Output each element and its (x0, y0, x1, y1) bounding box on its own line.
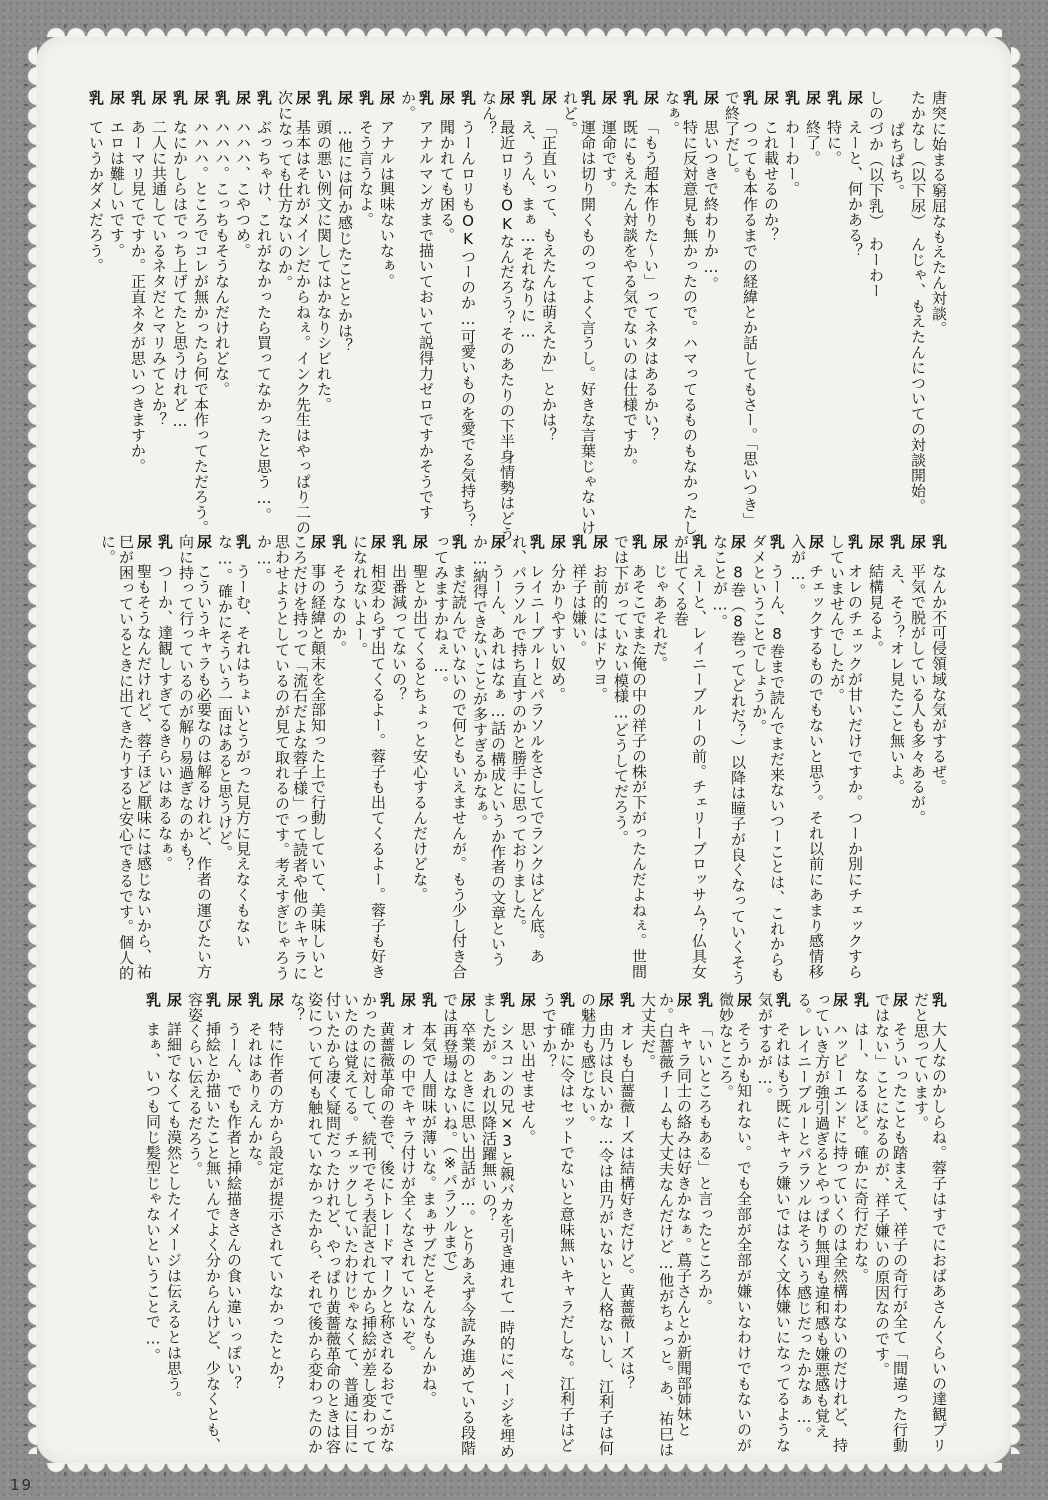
dialogue-utterance (795, 992, 849, 1460)
utterance-text: 基本はそれがメインだからねぇ。インク先生はやっぱり二の次になっても仕方ないのか。 (276, 90, 312, 536)
utterance-text: エロは難しいです。 (108, 119, 126, 259)
utterance-text: なにかしらはでっち上げてたと思うけれど… (171, 119, 189, 431)
utterance-text: それはもう既にキャラ嫌いではなく文体嫌いになってるような気がするが…。 (756, 992, 792, 1453)
utterance-text: 由乃は良いかな…令は由乃がいないと人格ないし、江利子は何の魅力も感じない。 (579, 992, 615, 1456)
utterance-text: 大人なのかしらね。蓉子はすでにおばあさんくらいの達観プリだと思っています。 (912, 992, 948, 1453)
speaker-marker: 尿 (234, 90, 252, 106)
utterance-text: 特に。 (825, 119, 843, 166)
speaker-marker: 乳 (234, 534, 252, 550)
speaker-marker: 乳 (618, 992, 636, 1008)
speaker-marker: 尿 (642, 90, 660, 106)
utterance-text: 聖とか出てくるとちょっと安心するんだけどな。 (411, 563, 429, 903)
dialogue-utterance (459, 90, 477, 542)
utterance-text: しのづか（以下乳） わーわー (867, 90, 885, 299)
speaker-marker: 乳 (330, 534, 348, 550)
dialogue-utterance (519, 90, 537, 542)
speaker-marker: 尿 (600, 90, 618, 106)
dialogue-utterance (438, 90, 456, 542)
dialogue-utterance (756, 992, 792, 1460)
dialogue-utterance (150, 90, 168, 542)
utterance-text: 頭の悪い例文に関してはかなりシビれた。 (315, 119, 333, 413)
dialogue-utterance (621, 90, 639, 542)
dialogue-utterance (246, 992, 264, 1460)
dialogue-utterance (783, 90, 801, 542)
dialogue-utterance (255, 534, 327, 986)
speaker-marker: 尿 (519, 992, 537, 1008)
utterance-text: こういうキャラも必要なのは解るけれど、作者の運びたい方向に持って行っているのが解り易過ぎなのかも？ (177, 534, 213, 980)
utterance-text: 聖もそうなんだけれど、蓉子ほど厭味には感じないから、祐巳が困っているときに出てきたりすると安心できるです。個人的に。 (99, 534, 153, 981)
speaker-marker: 尿 (438, 90, 456, 106)
utterance-text: ハハハ。こっちもそうなんだけれどな。 (213, 119, 231, 397)
dialogue-utterance (390, 534, 408, 986)
speaker-marker: 尿 (225, 992, 243, 1008)
dialogue-utterance (432, 534, 468, 986)
dialogue-utterance (846, 90, 864, 542)
speaker-marker: 乳 (852, 992, 870, 1008)
speaker-marker: 乳 (459, 90, 477, 106)
utterance-text: そうなのか。 (330, 563, 348, 656)
speaker-marker: 尿 (762, 90, 780, 106)
dialogue-utterance (186, 992, 222, 1460)
dialogue-utterance (591, 534, 609, 986)
speaker-marker: 尿 (399, 992, 417, 1008)
dialogue-utterance (315, 90, 333, 542)
dialogue-utterance (216, 534, 252, 986)
utterance-text: 「いいところもある」と言ったところか。 (696, 1021, 714, 1315)
dialogue-utterance (177, 534, 213, 986)
utterance-text: キャラ同士の絡みは好きかなぁ。蔦子さんとか新聞部姉妹とか。白薔薇チームも大丈夫なんだけど…他がちょっと。あ、祐巳は大丈夫だ。 (639, 992, 693, 1457)
dialogue-utterance (930, 90, 948, 542)
speaker-marker: 乳 (498, 992, 516, 1008)
utterance-text: うーむ、それはちょいとうがった見方に見えなくもないな…。確かにそういう一面はあると思うけど。 (216, 534, 252, 949)
utterance-text: 特に作者の方から設定が提示されていなかったとか？ (267, 1021, 285, 1392)
utterance-text: シスコンの兄×3と親バカを引き連れて一時的にページを埋めましたが。あれ以降活躍無いの？ (480, 992, 516, 1459)
lace-border-right (1011, 46, 1027, 1454)
utterance-text: そうかも知れない。でも全部が全部が嫌いなわけでもないのが微妙なところ。 (717, 992, 753, 1453)
dialogue-utterance (351, 534, 387, 986)
speaker-marker: 尿 (804, 90, 822, 106)
speaker-marker: 乳 (825, 90, 843, 106)
dialogue-utterance (87, 90, 105, 542)
speaker-marker: 尿 (195, 534, 213, 550)
utterance-text: 二人に共通しているネタだとマリみてとか？ (150, 119, 168, 428)
speaker-marker: 乳 (390, 534, 408, 550)
utterance-text: まぁ、いつも同じ髪型じゃないということで…。 (144, 1021, 162, 1364)
speaker-marker: 尿 (540, 90, 558, 106)
dialogue-utterance (570, 534, 588, 986)
utterance-text: 運命は切り開くものってよく言うし。好きな言葉じゃないけれど。 (561, 90, 597, 536)
dialogue-utterance (909, 90, 927, 542)
speaker-marker: 乳 (171, 90, 189, 106)
dialogue-utterance (828, 534, 864, 986)
speaker-marker: 乳 (768, 534, 786, 550)
dialogue-utterance (804, 90, 822, 542)
utterance-text: 挿絵とか描いたこと無いんでよく分からんけど、少なくとも、容姿くらい伝えるだろう。 (186, 992, 222, 1453)
utterance-text: 聞かれても困る。 (438, 119, 456, 243)
dialogue-utterance (480, 90, 516, 542)
speaker-marker: 尿 (489, 534, 507, 550)
speaker-marker: 乳 (519, 90, 537, 106)
utterance-text: 最近ロリもOKなんだろう？そのあたりの下半身情勢はどうなん？ (480, 90, 516, 542)
dialogue-utterance (99, 534, 153, 986)
dialogue-utterance (867, 90, 885, 542)
dialogue-utterance (519, 992, 537, 1460)
speaker-marker: 乳 (558, 992, 576, 1008)
speaker-marker: 乳 (420, 992, 438, 1008)
dialogue-utterance (930, 534, 948, 986)
utterance-text: ハハハ、こやつめ。 (234, 119, 252, 259)
speaker-marker: 乳 (528, 534, 546, 550)
dialogue-utterance (618, 992, 636, 1460)
dialogue-utterance (165, 992, 183, 1460)
utterance-text: じゃあそれだ。 (651, 563, 669, 672)
dialogue-utterance (561, 90, 597, 542)
speaker-marker: 乳 (129, 90, 147, 106)
utterance-text: …他には何か感じたこととかは？ (336, 119, 354, 354)
speaker-marker: 尿 (369, 534, 387, 550)
utterance-text: ハッピーエンドに持っていくのは全然構わないのだけれど、持っていき方が強引過ぎるとやっぱり無理も違和感も嫌悪感も覚える。レイニーブルーとパラソルはそういう感じだったかなぁ…。 (795, 992, 849, 1453)
speaker-marker: 尿 (135, 534, 153, 550)
speaker-marker: 尿 (867, 534, 885, 550)
utterance-text: チェックするものでもないと思う。それ以前にあまり感情移入が…。 (789, 534, 825, 980)
dialogue-utterance (171, 90, 189, 542)
speaker-marker: 尿 (735, 992, 753, 1008)
speaker-marker: 乳 (774, 992, 792, 1008)
utterance-text: ぶっちゃけ、これがなかったら買ってなかったと思う…。 (255, 119, 273, 523)
speaker-marker: 乳 (690, 534, 708, 550)
dialogue-utterance (378, 90, 396, 542)
utterance-text: そういったことも踏まえて、祥子の奇行が全て「間違った行動ではない」ことになるのが、祥子嫌いの原因なのです。 (873, 992, 909, 1453)
dialogue-utterance (129, 90, 147, 542)
dialogue-utterance (108, 90, 126, 542)
dialogue-utterance (789, 534, 825, 986)
utterance-text: 事の経緯と顛末を全部知った上で行動していて、美味しいところだけを持って「流石だよな蓉子様」って読者や他のキャラに思わせようとしているのが見て取れるのです。考えすぎじゃろうか…。 (255, 534, 327, 981)
speaker-marker: 乳 (357, 90, 375, 106)
utterance-text: はー、なるほど。確かに奇行だわな。 (852, 1021, 870, 1284)
utterance-text: 「もう超本作りた～い」ってネタはあるかい？ (642, 119, 660, 443)
dialogue-utterance (540, 90, 558, 542)
speaker-marker: 尿 (108, 90, 126, 106)
speaker-marker: 乳 (255, 90, 273, 106)
speaker-marker: 尿 (846, 90, 864, 106)
speaker-marker: 乳 (204, 992, 222, 1008)
speaker-marker: 尿 (549, 534, 567, 550)
dialogue-utterance (867, 534, 885, 986)
speaker-marker: 乳 (246, 992, 264, 1008)
utterance-text: アナルは興味ないなぁ。 (378, 119, 396, 289)
dialogue-utterance (234, 90, 252, 542)
dialogue-utterance (213, 90, 231, 542)
speaker-marker: 乳 (681, 90, 699, 106)
dialogue-utterance (549, 534, 567, 986)
utterance-text: 分かりやすい奴め。 (549, 563, 567, 703)
speaker-marker: 乳 (741, 90, 759, 106)
speaker-marker: 尿 (675, 992, 693, 1008)
utterance-text: 確かに令はセットでないと意味無いキャラだしな。江利子はどうですか？ (540, 992, 576, 1453)
utterance-text: 特に反対意見も無かったので。ハマってるものもなかったしなぁ。 (663, 90, 699, 536)
utterance-text: あそこでまた俺の中の祥子の株が下がったんだよねぇ。世間では下がっていない模様…どうしてだろう。 (612, 534, 648, 980)
dialogue-band-top (60, 90, 948, 542)
dialogue-utterance (336, 90, 354, 542)
page-number: 19 (10, 1476, 34, 1494)
utterance-text: 既にもえたん対談をやる気でないのは仕様ですか。 (621, 119, 639, 474)
speaker-marker: 乳 (213, 90, 231, 106)
dialogue-utterance (411, 534, 429, 986)
dialogue-utterance (420, 992, 438, 1460)
dialogue-utterance (540, 992, 576, 1460)
utterance-text: えーと、何かある？ (846, 119, 864, 259)
dialogue-utterance (642, 90, 660, 542)
dialogue-utterance (873, 992, 909, 1460)
dialogue-utterance (510, 534, 546, 986)
speaker-marker: 尿 (597, 992, 615, 1008)
utterance-text: え、うん、まぁ…それなりに… (519, 119, 537, 342)
speaker-marker: 乳 (315, 90, 333, 106)
utterance-text: 8巻（8巻ってどれだ？）以降は瞳子が良くなっていくそうなことが…。 (711, 534, 747, 986)
speaker-marker: 乳 (783, 90, 801, 106)
dialogue-utterance (156, 534, 174, 986)
dialogue-utterance (639, 992, 693, 1460)
speaker-marker: 尿 (192, 90, 210, 106)
utterance-text: ていうかダメだろう。 (87, 119, 105, 274)
utterance-text: アナルマンガまで描いておいて説得力ゼロですかそうですか。 (399, 90, 435, 520)
speaker-marker: 尿 (729, 534, 747, 550)
speaker-marker: 乳 (144, 992, 162, 1008)
utterance-text: つーか、達観しすぎてるきらいはあるなぁ。 (156, 563, 174, 872)
dialogue-band-middle (58, 534, 948, 986)
dialogue-utterance (288, 992, 396, 1460)
dialogue-utterance (330, 534, 348, 986)
dialogue-utterance (825, 90, 843, 542)
speaker-marker: 尿 (150, 90, 168, 106)
utterance-text: 詳細でなくても漠然としたイメージは伝えるとは思う。 (165, 1021, 183, 1407)
dialogue-utterance (471, 534, 507, 986)
speaker-marker: 尿 (459, 992, 477, 1008)
utterance-text: 思い出せません。 (519, 1021, 537, 1145)
dialogue-utterance (672, 534, 708, 986)
speaker-marker: 尿 (807, 534, 825, 550)
dialogue-utterance (144, 992, 162, 1460)
dialogue-utterance (612, 534, 648, 986)
dialogue-utterance (750, 534, 786, 986)
speaker-marker: 尿 (336, 90, 354, 106)
dialogue-utterance (600, 90, 618, 542)
lace-border-top (46, 21, 1002, 37)
dialogue-utterance (717, 992, 753, 1460)
dialogue-utterance (441, 992, 477, 1460)
speaker-marker: 乳 (579, 90, 597, 106)
dialogue-utterance (651, 534, 669, 986)
speaker-marker: 乳 (87, 90, 105, 106)
speaker-marker: 尿 (909, 534, 927, 550)
utterance-text: 出番減ってないの？ (390, 563, 408, 703)
utterance-text: これ載せるのか？ (762, 119, 780, 243)
utterance-text: ハハハ。ところでコレが無かったら何で本作ってただろう。 (192, 119, 210, 536)
dialogue-utterance (888, 90, 906, 542)
utterance-text: オレも白薔薇ーズは結構好きだけど。黄薔薇ーズは？ (618, 1021, 636, 1392)
speaker-marker: 尿 (309, 534, 327, 550)
dialogue-utterance (723, 90, 759, 542)
utterance-text: 卒業のときに思い出話が…。とりあえず今読み進めている段階では再登場はないね。（※パラソルまで） (441, 992, 477, 1456)
dialogue-utterance (888, 534, 906, 986)
utterance-text: うーん、8巻まで読んでまだ来ないつーことは、これからもダメということでしょうか。 (750, 534, 786, 983)
speaker-marker: 乳 (930, 992, 948, 1008)
lace-border-bottom (46, 1463, 1002, 1479)
speaker-marker: 尿 (165, 992, 183, 1008)
utterance-text: お前的にはドウヨ。 (591, 563, 609, 703)
speaker-marker: 乳 (570, 534, 588, 550)
speaker-marker: 乳 (888, 534, 906, 550)
utterance-text: 相変わらず出てくるよー。蓉子も出てくるよー。蓉子も好きになれないよー。 (351, 534, 387, 980)
utterance-text: まだ読んでいないので何ともいえませんが。もう少し付き合ってみますかねぇ…。 (432, 534, 468, 980)
speaker-marker: 尿 (831, 992, 849, 1008)
speaker-marker: 尿 (702, 90, 720, 106)
dialogue-utterance (711, 534, 747, 986)
dialogue-utterance (663, 90, 699, 542)
utterance-text: ぱちぱち。 (888, 122, 906, 199)
lace-border-left (21, 46, 37, 1454)
speaker-marker: 乳 (846, 534, 864, 550)
dialogue-utterance (696, 992, 714, 1460)
utterance-text: 平気で脱がしている人も多々あるが。 (909, 563, 927, 826)
utterance-text: 思いつきで終わりか…。 (702, 119, 720, 292)
dialogue-utterance (852, 992, 870, 1460)
utterance-text: そう言うなよ。 (357, 119, 375, 228)
utterance-text: あーマリ見てですか。正直ネタが思いつきますか。 (129, 119, 147, 474)
speaker-marker: 乳 (696, 992, 714, 1008)
speaker-marker: 乳 (930, 534, 948, 550)
speaker-marker: 尿 (294, 90, 312, 106)
utterance-text: オレのチェックが甘いだけですか。つーか別にチェックすらしていませんでしたが。 (828, 534, 864, 980)
dialogue-utterance (909, 534, 927, 986)
utterance-text: 運命です。 (600, 119, 618, 197)
dialogue-utterance (276, 90, 312, 542)
speaker-marker: 尿 (378, 90, 396, 106)
speaker-marker: 尿 (498, 90, 516, 106)
utterance-text: 本気で人間味が薄いな。まぁサブだとそんなもんかね。 (420, 1021, 438, 1407)
dialogue-utterance (579, 992, 615, 1460)
utterance-text: えーと、レイニーブルーの前。チェリーブロッサム？仏具女が出てくる巻 (672, 534, 708, 980)
dialogue-utterance (762, 90, 780, 542)
utterance-text: うーん、でも作者と挿絵描きさんの食い違いっぽい？ (225, 1021, 243, 1392)
speaker-marker: 尿 (591, 534, 609, 550)
dialogue-band-bottom (58, 992, 948, 1460)
speaker-marker: 尿 (411, 534, 429, 550)
dialogue-utterance (357, 90, 375, 542)
utterance-text: オレの中でキャラ付けが全くなされていないぞ。 (399, 1021, 417, 1361)
speaker-marker: 乳 (630, 534, 648, 550)
dialogue-utterance (912, 992, 948, 1460)
speaker-marker: 乳 (621, 90, 639, 106)
utterance-text: 祥子は嫌い。 (570, 563, 588, 656)
utterance-text: 結構見るよ。 (867, 563, 885, 656)
speaker-marker: 乳 (450, 534, 468, 550)
utterance-text: 終了。 (804, 119, 822, 166)
speaker-marker: 尿 (891, 992, 909, 1008)
speaker-marker: 乳 (417, 90, 435, 106)
utterance-text: うーん、あれはなぁ…話の構成というか作者の文章というか…納得できないことが多すぎるかなぁ。 (471, 534, 507, 967)
utterance-text: なんか不可侵領域な気がするぜ。 (930, 563, 948, 795)
utterance-text: うーんロリもOKつーのか…可愛いものを愛でる気持ち？ (459, 119, 477, 529)
utterance-text: 黄薔薇革命の巻で、後にトレードマークと称されるおでこがなかったのに対して、続刊でそう表記されてから挿絵が差し変わっていたのは覚えてる。チェックしていたわけじゃなくて、普通に目に付いたから凄く疑問だったけれど、やっぱり黄薔薇革命のときは容姿について何も触れていなかったから、それで後から変わったのかな？ (288, 992, 396, 1454)
dialogue-utterance (702, 90, 720, 542)
utterance-text: え、そう？オレ見たこと無いよ。 (888, 563, 906, 795)
speaker-marker: 尿 (651, 534, 669, 550)
dialogue-utterance (399, 90, 435, 542)
dialogue-utterance (480, 992, 516, 1460)
dialogue-utterance (192, 90, 210, 542)
dialogue-utterance (399, 992, 417, 1460)
speaker-marker: 乳 (156, 534, 174, 550)
dialogue-utterance (225, 992, 243, 1460)
utterance-text: わーわー。 (783, 119, 801, 197)
dialogue-utterance (267, 992, 285, 1460)
utterance-text: つっても本作るまでの経緯とか話してもさー。「思いつき」で終了だし。 (723, 90, 759, 528)
utterance-text: レイニーブルーとパラソルをさしてでランクはどん底。あれ、パラソルで持ち直すのかと勝手に思っておりました。 (510, 534, 546, 964)
utterance-text: それはありえんかな。 (246, 1021, 264, 1176)
utterance-text: 「正直いって、もえたんは萌えたか」とかは？ (540, 119, 558, 443)
speaker-marker: 乳 (378, 992, 396, 1008)
utterance-text: 唐突に始まる窮屈なもえたん対談。 (930, 90, 948, 337)
dialogue-utterance (255, 90, 273, 542)
speaker-marker: 尿 (267, 992, 285, 1008)
utterance-text: たかなし（以下尿） んじゃ、もえたんについての対談開始。 (909, 90, 927, 514)
